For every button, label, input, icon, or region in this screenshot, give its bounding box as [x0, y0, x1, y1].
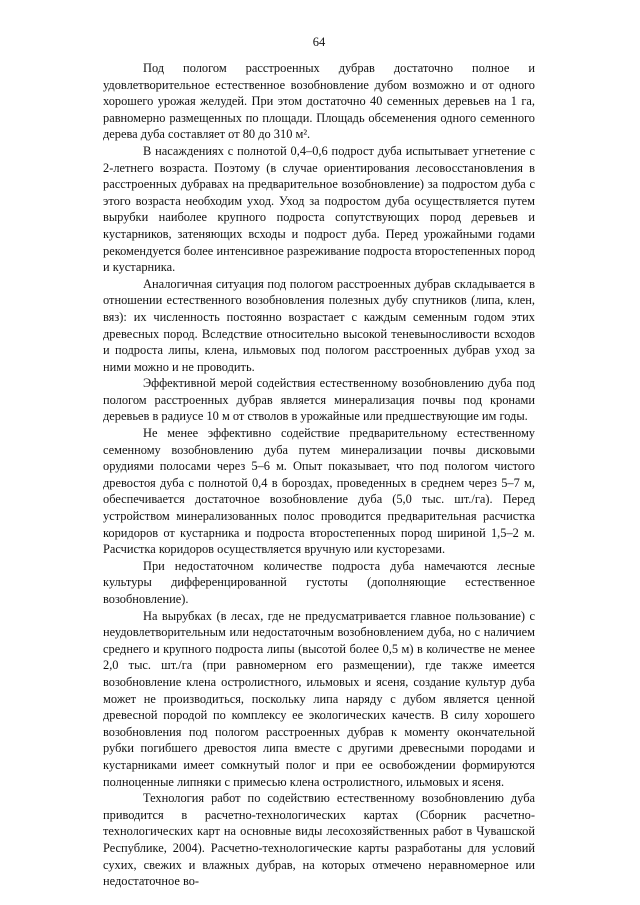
paragraph-3: Аналогичная ситуация под пологом расстроенных дубрав складывается в отношении естественного возобновления полезных дубу спутников (липа, клен, вяз): их численность постоянно возрастает с каждым семенным годом этих древесных пород. Вследствие относительно высокой теневыносливости всходов и подроста липы, клена, ильмовых под пологом расстроенных дубрав уход за ними можно и не проводить.: [103, 276, 535, 374]
paragraph-6: При недостаточном количестве подроста дуба намечаются лесные культуры дифференцированной густоты (дополняющие естественное возобновление).: [103, 558, 535, 606]
page-number: 64: [312, 35, 326, 49]
document-page: [103, 34, 535, 890]
paragraph-7: На вырубках (в лесах, где не предусматривается главное пользование) с неудовлетворительным или недостаточным возобновлением дуба, но с наличием среднего и крупного подроста липы (высотой более 0,5 м) в количестве не менее 2,0 тыс. шт./га (при равномерном его размещении), где также имеется возобновление клена остролистного, ильмовых и ясеня, создание культур дуба может не производиться, поскольку липа наряду с дубом является ценной древесной породой по комплексу ее экологических качеств. В силу хорошего возобновления под пологом расстроенных дубрав к моменту окончательной рубки погибшего древостоя липа вместе с другими древесными породами и кустарниками имеет сомкнутый полог и при ее освобождении формируются полноценные липняки с примесью клена остролистного, ильмовых и ясеня.: [103, 608, 535, 789]
paragraph-8: Технология работ по содействию естественному возобновлению дуба приводится в расчетно-технологических картах (Сборник расчетно-технологических карт на основные виды лесохозяйственных работ в Чувашской Республике, 2004). Расчетно-технологические карты разработаны для условий сухих, свежих и влажных дубрав, на которых отмечено неравномерное или недостаточное во-: [103, 791, 535, 889]
paragraph-2: В насаждениях с полнотой 0,4–0,6 подрост дуба испытывает угнетение с 2-летнего возраста. Поэтому (в случае ориентирования лесовосстановления в расстроенных дубравах на предварительное возобновление) за подростом дуба с этого возраста необходим уход. Уход за подростом дуба осуществляется путем вырубки наиболее крупного подроста сопутствующих пород деревьев и кустарников, затеняющих всходы и подрост дуба. Перед урожайными годами рекомендуется более интенсивное разреживание подроста второстепенных пород и кустарника.: [103, 143, 535, 275]
paragraph-1: Под пологом расстроенных дубрав достаточно полное и удовлетворительное естественное возобновление дубом возможно и от одного хорошего урожая желудей. При этом достаточно 40 семенных деревьев на 1 га, равномерно размещенных по площади. Площадь обсеменения одного семенного дерева дуба составляет от 80 до 310 м².: [103, 61, 535, 142]
paragraph-4: Эффективной мерой содействия естественному возобновлению дуба под пологом расстроенных дубрав является минерализация почвы под кронами деревьев в радиусе 10 м от стволов в урожайные или предшествующие им годы.: [103, 376, 535, 424]
paragraph-5: Не менее эффективно содействие предварительному естественному семенному возобновлению дуба путем минерализации почвы дисковыми орудиями полосами через 5–6 м. Опыт показывает, что под пологом чистого древостоя дуба с полнотой 0,4 в бороздах, проведенных в среднем через 5–7 м, обеспечивается достаточное возобновление дуба (5,0 тыс. шт./га). Перед устройством минерализованных полос проводится предварительная расчистка коридоров от кустарника и подроста второстепенных пород шириной 1,5–2 м. Расчистка коридоров осуществляется вручную или кусторезами.: [103, 426, 535, 557]
